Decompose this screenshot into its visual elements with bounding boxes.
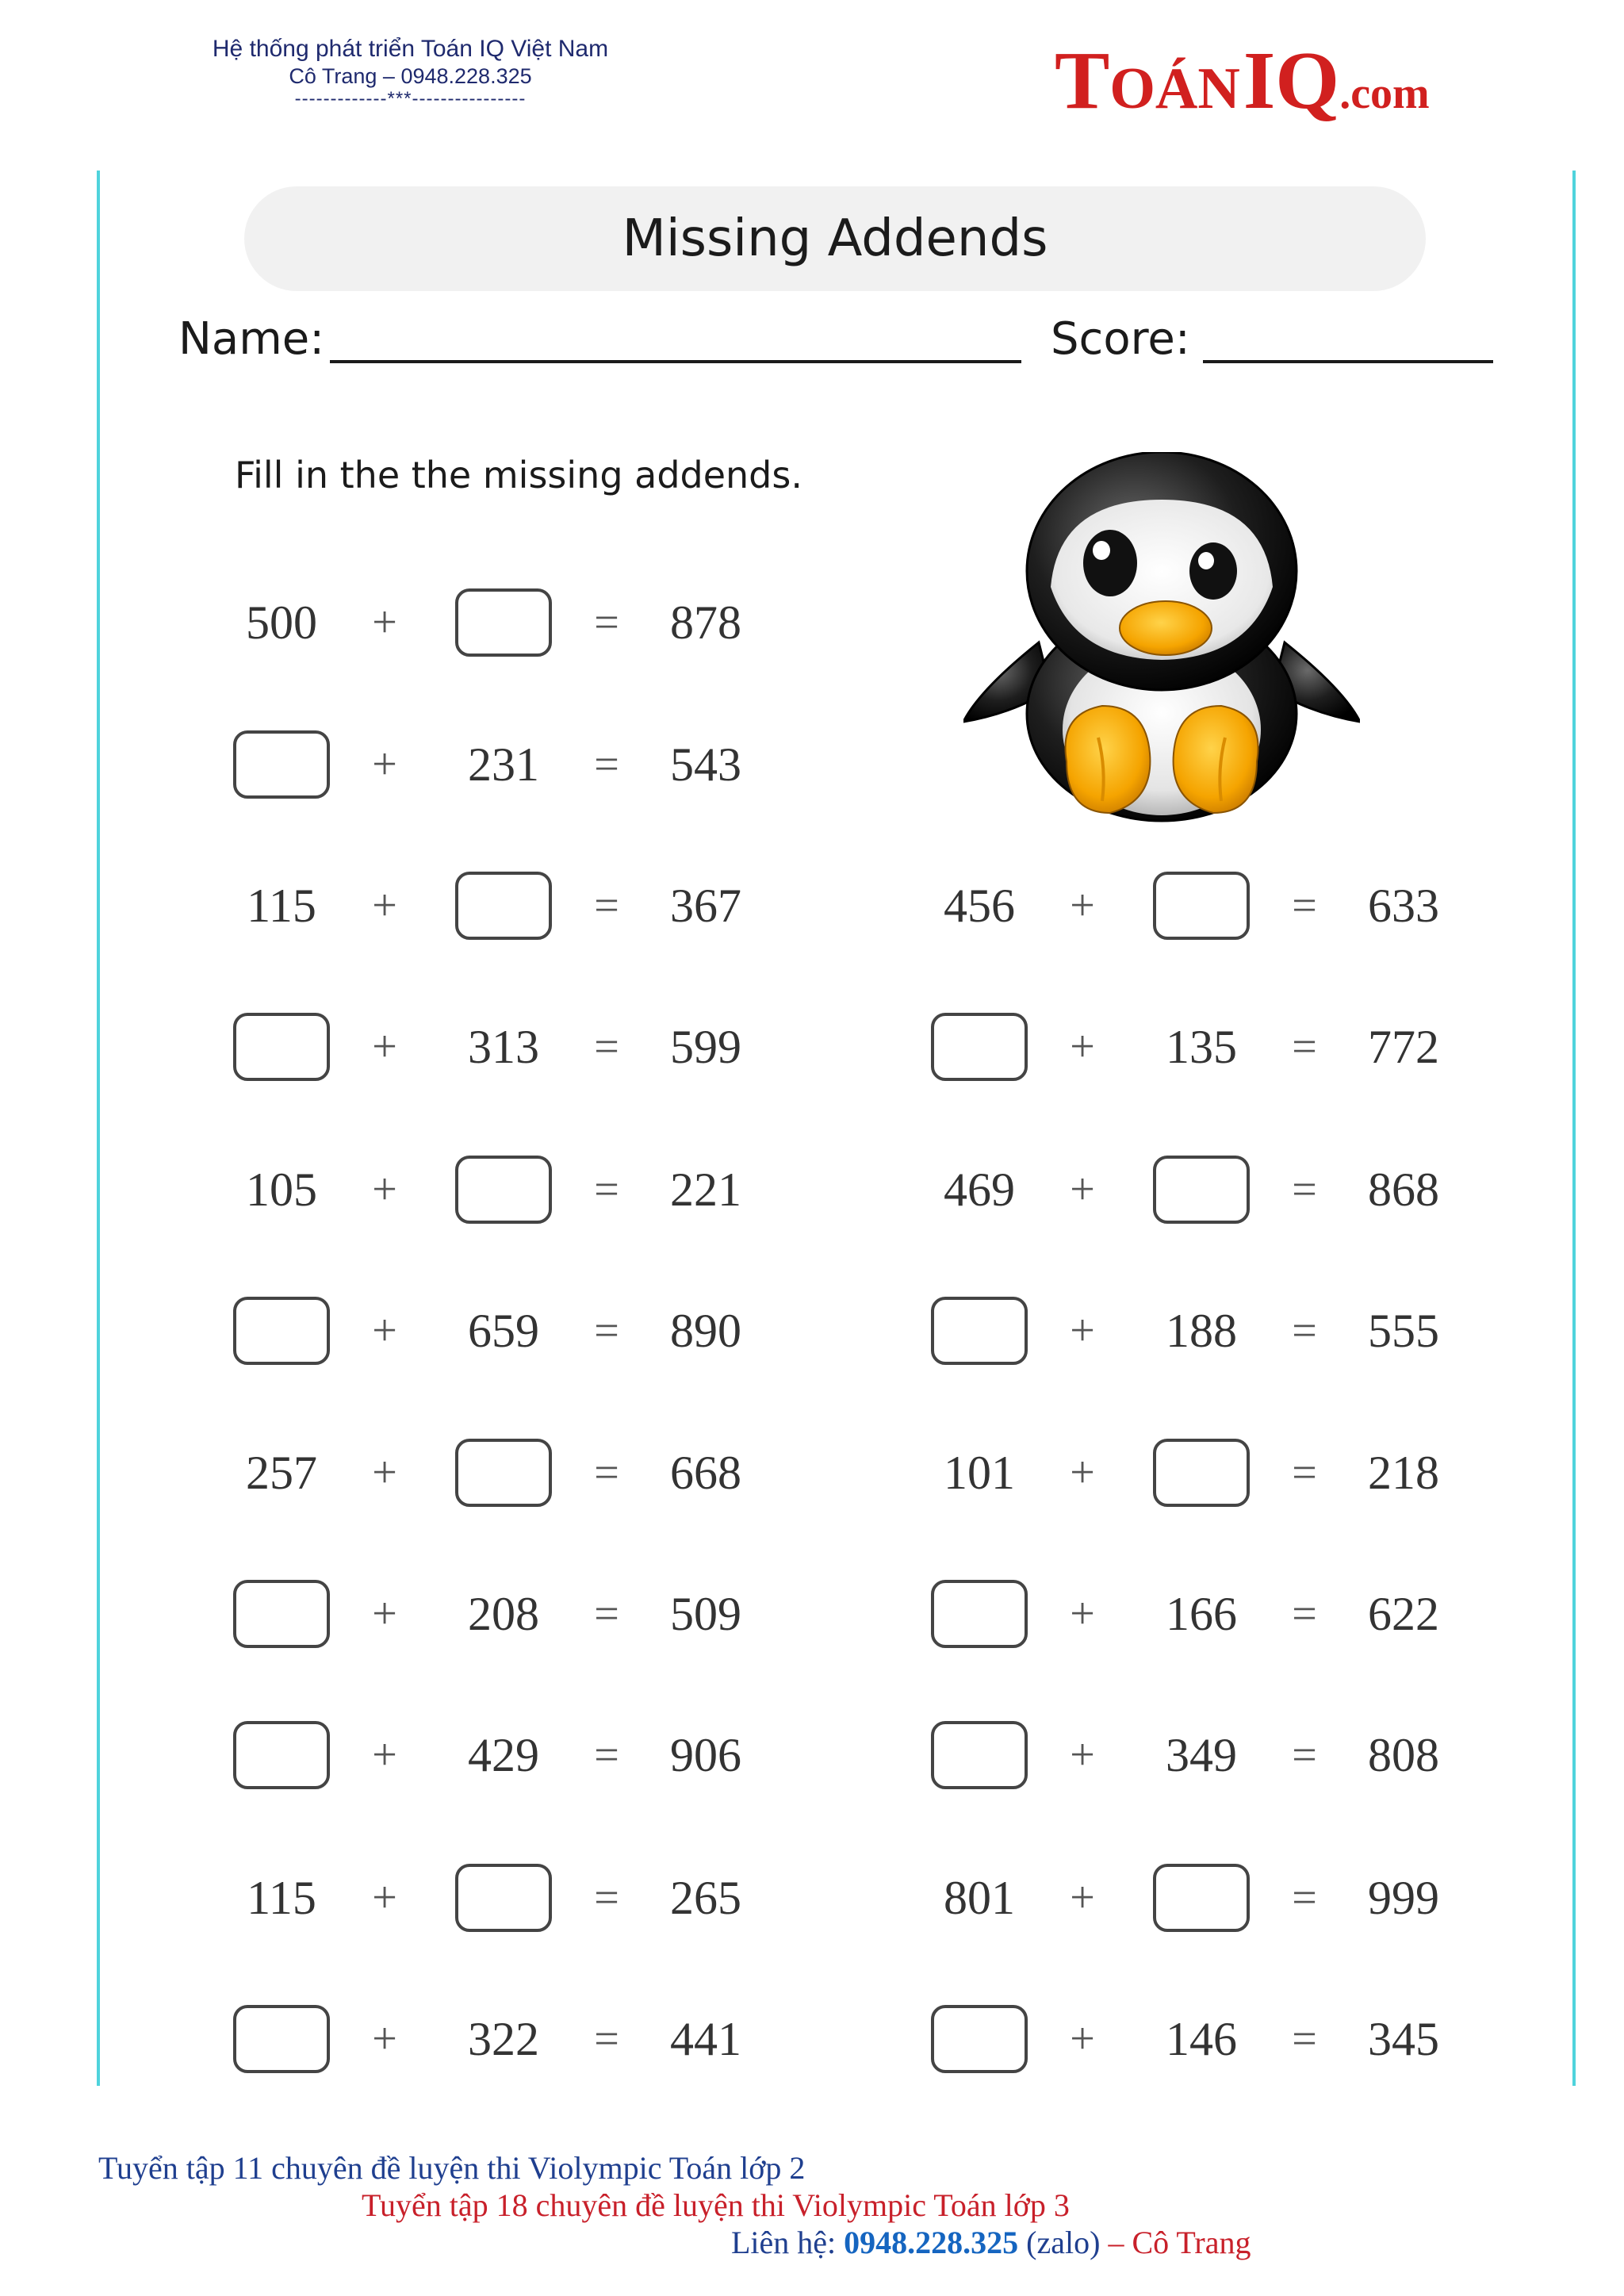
sum-value: 878 [670, 596, 741, 649]
sum-value: 808 [1368, 1729, 1439, 1781]
footer-zalo: (zalo) [1018, 2225, 1109, 2260]
addend-value: 101 [944, 1447, 1015, 1499]
sum-value: 543 [670, 738, 741, 791]
header-org: Hệ thống phát triển Toán IQ Việt Nam [212, 36, 609, 62]
equals-sign: = [594, 881, 619, 930]
sum-value: 772 [1368, 1021, 1439, 1073]
name-label: Name: [178, 313, 325, 365]
addend-value: 322 [468, 2013, 539, 2065]
footer-line-1: Tuyển tập 11 chuyên đề luyện thi Violympic Toán lớp 2 [98, 2150, 806, 2186]
answer-box[interactable] [233, 1297, 330, 1365]
answer-box[interactable] [455, 1156, 552, 1224]
plus-sign: + [372, 1589, 397, 1639]
addend-value: 429 [468, 1729, 539, 1781]
score-line[interactable] [1203, 360, 1493, 363]
addend-value: 469 [944, 1163, 1015, 1216]
plus-sign: + [372, 1448, 397, 1497]
logo-part-com: .com [1339, 69, 1430, 118]
answer-box[interactable] [455, 1864, 552, 1932]
score-label: Score: [1051, 313, 1190, 365]
answer-box[interactable] [455, 1439, 552, 1507]
answer-box[interactable] [233, 1013, 330, 1081]
sum-value: 441 [670, 2013, 741, 2065]
equals-sign: = [594, 598, 619, 647]
answer-box[interactable] [233, 730, 330, 799]
plus-sign: + [1070, 1165, 1095, 1214]
addend-value: 801 [944, 1872, 1015, 1924]
equals-sign: = [1292, 1022, 1317, 1071]
logo-part-iq: IQ [1243, 35, 1340, 126]
logo-part-t: T [1055, 35, 1110, 126]
equals-sign: = [594, 1448, 619, 1497]
equals-sign: = [594, 1165, 619, 1214]
toaniq-logo [1055, 35, 1430, 126]
answer-box[interactable] [1153, 872, 1250, 940]
plus-sign: + [372, 2014, 397, 2064]
sum-value: 868 [1368, 1163, 1439, 1216]
equals-sign: = [594, 740, 619, 789]
addend-value: 456 [944, 880, 1015, 932]
plus-sign: + [1070, 2014, 1095, 2064]
footer-line-2: Tuyển tập 18 chuyên đề luyện thi Violympic Toán lớp 3 [362, 2187, 1070, 2223]
plus-sign: + [1070, 1589, 1095, 1639]
sum-value: 890 [670, 1305, 741, 1357]
addend-value: 115 [247, 880, 316, 932]
equals-sign: = [594, 1306, 619, 1355]
answer-box[interactable] [233, 1721, 330, 1789]
equals-sign: = [1292, 1731, 1317, 1780]
addend-value: 166 [1166, 1588, 1237, 1640]
equals-sign: = [1292, 1873, 1317, 1922]
footer-phone: 0948.228.325 [844, 2225, 1019, 2260]
plus-sign: + [1070, 881, 1095, 930]
sum-value: 345 [1368, 2013, 1439, 2065]
addend-value: 349 [1166, 1729, 1237, 1781]
equals-sign: = [594, 1022, 619, 1071]
addend-value: 115 [247, 1872, 316, 1924]
sum-value: 555 [1368, 1305, 1439, 1357]
addend-value: 257 [246, 1447, 317, 1499]
addend-value: 135 [1166, 1021, 1237, 1073]
sum-value: 599 [670, 1021, 741, 1073]
answer-box[interactable] [455, 872, 552, 940]
equals-sign: = [594, 1589, 619, 1639]
plus-sign: + [1070, 1731, 1095, 1780]
answer-box[interactable] [233, 2005, 330, 2073]
addend-value: 500 [246, 596, 317, 649]
addend-value: 105 [246, 1163, 317, 1216]
sum-value: 221 [670, 1163, 741, 1216]
plus-sign: + [1070, 1022, 1095, 1071]
answer-box[interactable] [455, 588, 552, 657]
plus-sign: + [372, 1022, 397, 1071]
addend-value: 313 [468, 1021, 539, 1073]
sum-value: 906 [670, 1729, 741, 1781]
plus-sign: + [1070, 1873, 1095, 1922]
addend-value: 208 [468, 1588, 539, 1640]
header-org-block [127, 35, 694, 109]
addend-value: 188 [1166, 1305, 1237, 1357]
sum-value: 633 [1368, 880, 1439, 932]
sum-value: 668 [670, 1447, 741, 1499]
footer-name: – Cô Trang [1108, 2225, 1251, 2260]
equals-sign: = [1292, 1306, 1317, 1355]
sum-value: 367 [670, 880, 741, 932]
left-border-rule [97, 171, 100, 2086]
header-divider: -------------***---------------- [294, 88, 527, 109]
plus-sign: + [1070, 1448, 1095, 1497]
plus-sign: + [372, 1731, 397, 1780]
sum-value: 509 [670, 1588, 741, 1640]
equals-sign: = [1292, 881, 1317, 930]
addend-value: 659 [468, 1305, 539, 1357]
plus-sign: + [372, 881, 397, 930]
plus-sign: + [372, 598, 397, 647]
footer-line-3 [731, 2224, 1251, 2261]
name-line[interactable] [330, 360, 1021, 363]
answer-box[interactable] [1153, 1864, 1250, 1932]
logo-part-oan: OÁN [1109, 56, 1240, 121]
instruction-text: Fill in the the missing addends. [235, 454, 802, 496]
sum-value: 218 [1368, 1447, 1439, 1499]
plus-sign: + [372, 1165, 397, 1214]
plus-sign: + [372, 1306, 397, 1355]
equals-sign: = [594, 1731, 619, 1780]
answer-box[interactable] [931, 1721, 1028, 1789]
equals-sign: = [1292, 1448, 1317, 1497]
equals-sign: = [1292, 2014, 1317, 2064]
addend-value: 231 [468, 738, 539, 791]
sum-value: 265 [670, 1872, 741, 1924]
answer-box[interactable] [931, 1580, 1028, 1648]
header-contact: Cô Trang – 0948.228.325 [289, 64, 532, 88]
equals-sign: = [1292, 1165, 1317, 1214]
answer-box[interactable] [931, 1297, 1028, 1365]
plus-sign: + [1070, 1306, 1095, 1355]
sum-value: 622 [1368, 1588, 1439, 1640]
sum-value: 999 [1368, 1872, 1439, 1924]
answer-box[interactable] [931, 1013, 1028, 1081]
answer-box[interactable] [1153, 1156, 1250, 1224]
equals-sign: = [594, 2014, 619, 2064]
footer-contact-label: Liên hệ: [731, 2225, 845, 2260]
plus-sign: + [372, 1873, 397, 1922]
answer-box[interactable] [233, 1580, 330, 1648]
worksheet-title: Missing Addends [622, 209, 1048, 268]
plus-sign: + [372, 740, 397, 789]
answer-box[interactable] [1153, 1439, 1250, 1507]
right-border-rule [1572, 171, 1576, 2086]
answer-box[interactable] [931, 2005, 1028, 2073]
equals-sign: = [594, 1873, 619, 1922]
equals-sign: = [1292, 1589, 1317, 1639]
penguin-illustration [963, 452, 1360, 825]
addend-value: 146 [1166, 2013, 1237, 2065]
